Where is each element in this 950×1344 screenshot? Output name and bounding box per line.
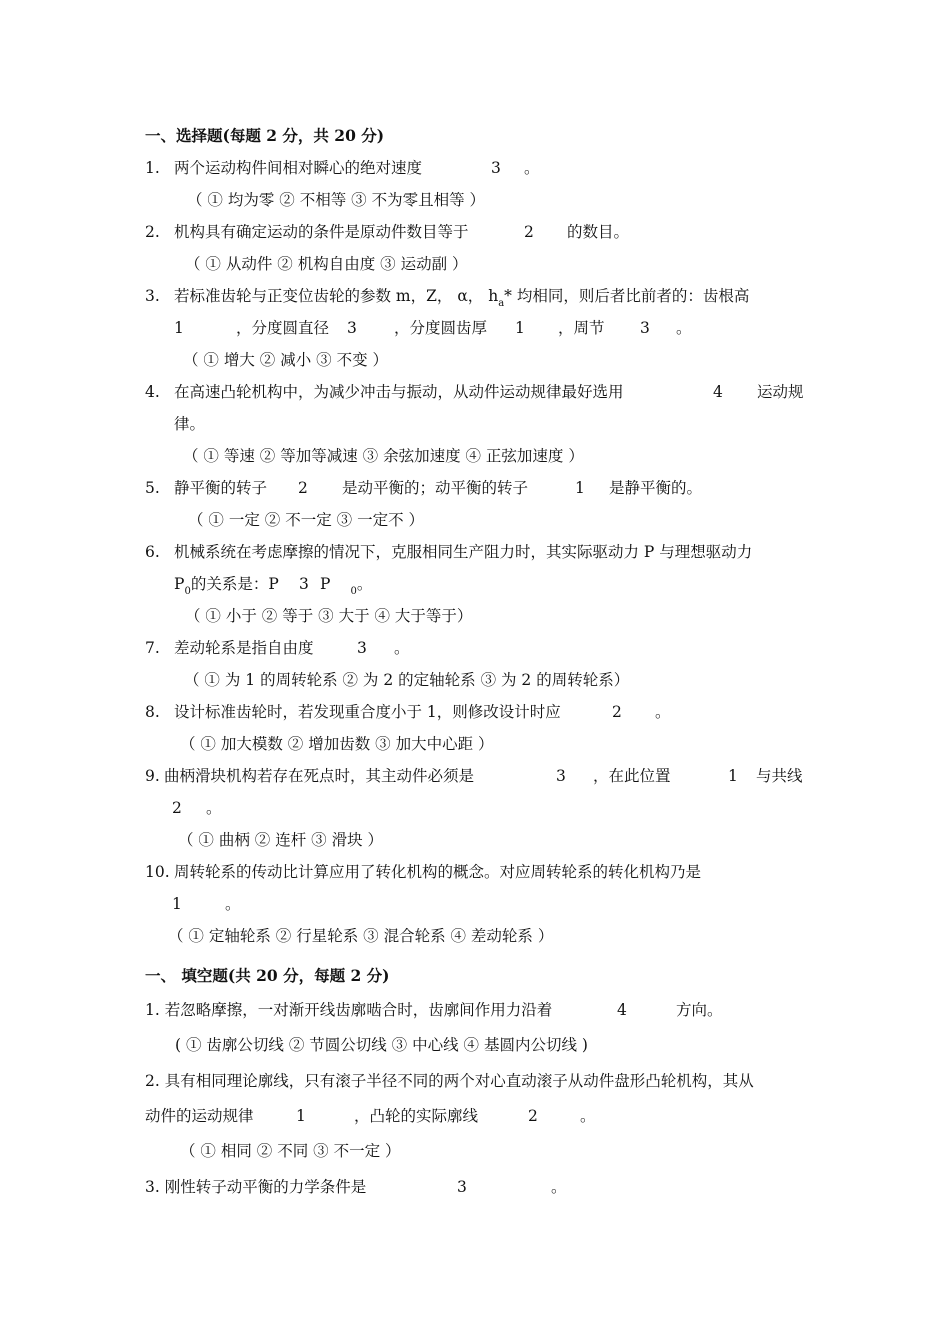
q2-options: （ ① 从动件 ② 机构自由度 ③ 运动副 ） (185, 255, 468, 273)
q1-text: 两个运动构件间相对瞬心的绝对速度 (174, 159, 423, 177)
q3-text: 若标准齿轮与正变位齿轮的参数 m，Z， α， $h_a*$ 均相同，则后者比前者的：齿根高 (174, 287, 750, 309)
q9-number: 9. (145, 767, 160, 785)
q8-tail: 。 (655, 703, 671, 721)
q8-answer: 2 (612, 703, 622, 721)
q7-options: （ ① 为 1 的周转轮系 ② 为 2 的定轴轮系 ③ 为 2 的周转轮系） (184, 671, 630, 689)
q9-label-2: ，在此位置 (593, 767, 671, 785)
q8-number: 8. (145, 703, 160, 721)
section2-heading: 一、 填空题(共 20 分，每题 2 分) (145, 966, 390, 985)
q10-text: 周转轮系的传动比计算应用了转化机构的概念。对应周转轮系的转化机构乃是 (174, 863, 702, 881)
section1-heading: 一、选择题(每题 2 分，共 20 分) (145, 126, 385, 145)
q2-tail: 的数目。 (567, 223, 630, 241)
q8-text: 设计标准齿轮时，若发现重合度小于 1，则修改设计时应 (174, 703, 561, 721)
fill3-answer: 3 (457, 1178, 467, 1196)
q9-options: （ ① 曲柄 ② 连杆 ③ 滑块 ） (178, 831, 383, 849)
q6-options: （ ① 小于 ② 等于 ③ 大于 ④ 大于等于） (185, 607, 473, 625)
q3-answer-2: 3 (347, 319, 357, 337)
q10-tail: 。 (225, 895, 241, 913)
fill1-options: ( ① 齿廓公切线 ② 节圆公切线 ③ 中心线 ④ 基圆内公切线 ) (175, 1036, 588, 1054)
q3-options: （ ① 增大 ② 减小 ③ 不变 ） (183, 351, 388, 369)
q4-line2: 律。 (174, 415, 206, 433)
fill2-label-2: ，凸轮的实际廓线 (354, 1107, 479, 1125)
q5-options: （ ① 一定 ② 不一定 ③ 一定不 ） (188, 511, 424, 529)
fill1-text: 1. 若忽略摩擦，一对渐开线齿廓啮合时，齿廓间作用力沿着 (145, 1001, 553, 1019)
q3-label-2: ，分度圆直径 (236, 319, 330, 337)
q7-text: 差动轮系是指自由度 (174, 639, 314, 657)
fill2-answer-1: 1 (296, 1107, 306, 1125)
fill2-answer-2: 2 (528, 1107, 538, 1125)
q6-number: 6. (145, 543, 160, 561)
q5-answer-1: 2 (298, 479, 308, 497)
q6-line2: $P_0$的关系是：P (174, 575, 279, 597)
q7-tail: 。 (394, 639, 410, 657)
q4-options: （ ① 等速 ② 等加等减速 ③ 余弦加速度 ④ 正弦加速度 ） (183, 447, 584, 465)
fill3-text: 3. 刚性转子动平衡的力学条件是 (145, 1178, 367, 1196)
q6-line2-end: P $_0$。 (320, 575, 373, 597)
q9-text: 曲柄滑块机构若存在死点时，其主动件必须是 (164, 767, 475, 785)
q6-answer: 3 (299, 575, 309, 593)
q3-answer-4: 3 (640, 319, 650, 337)
q2-text: 机构具有确定运动的条件是原动件数目等于 (174, 223, 469, 241)
q10-answer: 1 (172, 895, 182, 913)
q5-label-2: 是动平衡的；动平衡的转子 (342, 479, 529, 497)
q3-tail: 。 (676, 319, 692, 337)
fill3-tail: 。 (551, 1178, 567, 1196)
q7-number: 7. (145, 639, 160, 657)
q9-answer-1: 3 (556, 767, 566, 785)
q3-label-3: ，分度圆齿厚 (394, 319, 488, 337)
q10-options: （ ① 定轴轮系 ② 行星轮系 ③ 混合轮系 ④ 差动轮系 ） (168, 927, 554, 945)
fill2-options: （ ① 相同 ② 不同 ③ 不一定 ） (180, 1142, 401, 1160)
fill2-text: 2. 具有相同理论廓线，只有滚子半径不同的两个对心直动滚子从动件盘形凸轮机构，其从 (145, 1072, 754, 1090)
q6-text: 机械系统在考虑摩擦的情况下，克服相同生产阻力时，其实际驱动力 P 与理想驱动力 (174, 543, 753, 561)
q8-options: （ ① 加大模数 ② 增加齿数 ③ 加大中心距 ） (180, 735, 494, 753)
q4-text: 在高速凸轮机构中，为减少冲击与振动，从动件运动规律最好选用 (174, 383, 624, 401)
q2-number: 2. (145, 223, 160, 241)
q7-answer: 3 (357, 639, 367, 657)
q5-tail: 是静平衡的。 (609, 479, 703, 497)
fill1-answer: 4 (617, 1001, 627, 1019)
q1-tail: 。 (524, 159, 540, 177)
q1-answer: 3 (491, 159, 501, 177)
fill2-line2: 动件的运动规律 (145, 1107, 254, 1125)
q4-answer: 4 (713, 383, 723, 401)
fill1-tail: 方向。 (676, 1001, 723, 1019)
q3-label-4: ，周节 (558, 319, 605, 337)
q10-number: 10. (145, 863, 170, 881)
q9-label-3: 与共线 (756, 767, 803, 785)
q1-number: 1. (145, 159, 160, 177)
q4-number: 4. (145, 383, 160, 401)
fill2-tail: 。 (580, 1107, 596, 1125)
q9-answer-2: 1 (728, 767, 738, 785)
q5-text: 静平衡的转子 (174, 479, 268, 497)
q9-tail: 。 (206, 799, 222, 817)
q3-answer-1: 1 (174, 319, 184, 337)
q4-tail: 运动规 (757, 383, 804, 401)
q9-answer-3: 2 (172, 799, 182, 817)
q1-options: （ ① 均为零 ② 不相等 ③ 不为零且相等 ） (187, 191, 485, 209)
q3-number: 3. (145, 287, 160, 305)
q5-number: 5. (145, 479, 160, 497)
q5-answer-2: 1 (575, 479, 585, 497)
q3-answer-3: 1 (515, 319, 525, 337)
q2-answer: 2 (524, 223, 534, 241)
